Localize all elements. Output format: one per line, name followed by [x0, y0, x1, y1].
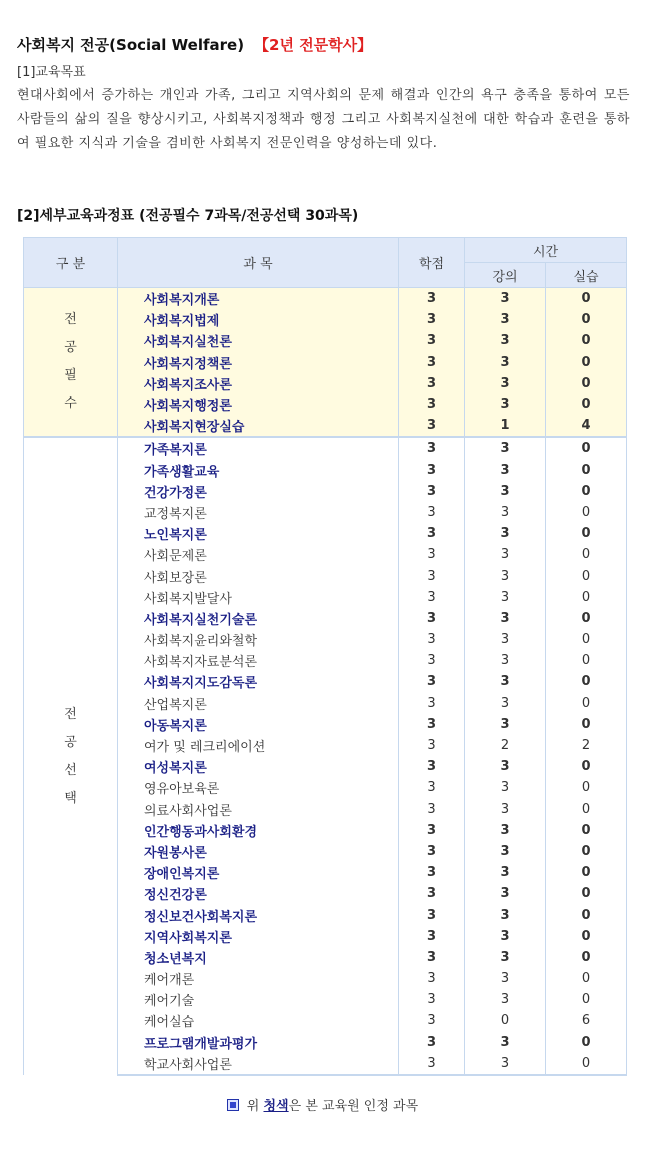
credit-cell: 3 — [399, 587, 465, 608]
subject-cell: 사회복지법제 — [118, 309, 399, 330]
subject-cell: 청소년복지 — [118, 947, 399, 968]
practice-hours-cell: 0 — [546, 565, 627, 586]
lecture-hours-cell: 3 — [465, 394, 546, 415]
page-title — [17, 34, 372, 55]
subject-cell: 여가 및 레크리에이션 — [118, 735, 399, 756]
subject-cell: 케어개론 — [118, 968, 399, 989]
header-lecture: 강의 — [465, 263, 546, 288]
practice-hours-cell: 0 — [546, 544, 627, 565]
header-category: 구 분 — [24, 238, 118, 288]
lecture-hours-cell: 3 — [465, 777, 546, 798]
subject-cell: 노인복지론 — [118, 523, 399, 544]
subject-cell: 사회복지윤리와철학 — [118, 629, 399, 650]
legend-note — [0, 1095, 645, 1114]
header-time: 시간 — [465, 238, 627, 263]
subject-cell: 사회문제론 — [118, 544, 399, 565]
required-group-label — [24, 288, 118, 438]
lecture-hours-cell: 3 — [465, 352, 546, 373]
credit-cell: 3 — [399, 608, 465, 629]
curriculum-table — [23, 237, 627, 1076]
note-highlight: 청색 — [263, 1099, 289, 1114]
subject-cell: 사회복지발달사 — [118, 587, 399, 608]
credit-cell: 3 — [399, 714, 465, 735]
practice-hours-cell: 0 — [546, 777, 627, 798]
practice-hours-cell: 0 — [546, 394, 627, 415]
table-row — [24, 288, 627, 310]
practice-hours-cell: 0 — [546, 523, 627, 544]
lecture-hours-cell: 3 — [465, 989, 546, 1010]
subject-cell: 아동복지론 — [118, 714, 399, 735]
subject-cell: 사회복지현장실습 — [118, 415, 399, 437]
subject-cell: 건강가정론 — [118, 481, 399, 502]
credit-cell: 3 — [399, 309, 465, 330]
practice-hours-cell: 0 — [546, 481, 627, 502]
credit-cell: 3 — [399, 288, 465, 310]
lecture-hours-cell: 3 — [465, 756, 546, 777]
subject-cell: 영유아보육론 — [118, 777, 399, 798]
lecture-hours-cell: 3 — [465, 629, 546, 650]
subject-cell: 자원봉사론 — [118, 841, 399, 862]
lecture-hours-cell: 3 — [465, 820, 546, 841]
lecture-hours-cell: 3 — [465, 650, 546, 671]
lecture-hours-cell: 3 — [465, 671, 546, 692]
practice-hours-cell: 0 — [546, 352, 627, 373]
lecture-hours-cell: 3 — [465, 693, 546, 714]
subject-cell: 사회복지자료분석론 — [118, 650, 399, 671]
note-prefix: 위 — [246, 1099, 260, 1114]
lecture-hours-cell: 3 — [465, 481, 546, 502]
subject-cell: 장애인복지론 — [118, 862, 399, 883]
credit-cell: 3 — [399, 756, 465, 777]
lecture-hours-cell: 3 — [465, 544, 546, 565]
credit-cell: 3 — [399, 926, 465, 947]
title-text: 사회복지 전공(Social Welfare) — [17, 36, 245, 54]
lecture-hours-cell: 3 — [465, 1032, 546, 1053]
practice-hours-cell: 6 — [546, 1010, 627, 1031]
subject-cell: 사회복지실천론 — [118, 330, 399, 351]
lecture-hours-cell: 3 — [465, 883, 546, 904]
credit-cell: 3 — [399, 777, 465, 798]
credit-cell: 3 — [399, 394, 465, 415]
practice-hours-cell: 0 — [546, 862, 627, 883]
credit-cell: 3 — [399, 373, 465, 394]
lecture-hours-cell: 3 — [465, 523, 546, 544]
elective-group-label — [24, 437, 118, 1075]
subject-cell: 인간행동과사회환경 — [118, 820, 399, 841]
credit-cell: 3 — [399, 1010, 465, 1031]
lecture-hours-cell: 3 — [465, 841, 546, 862]
lecture-hours-cell: 3 — [465, 862, 546, 883]
subject-cell: 가족복지론 — [118, 437, 399, 459]
practice-hours-cell: 0 — [546, 947, 627, 968]
credit-cell: 3 — [399, 1053, 465, 1075]
lecture-hours-cell: 3 — [465, 799, 546, 820]
lecture-hours-cell: 3 — [465, 565, 546, 586]
lecture-hours-cell: 3 — [465, 714, 546, 735]
credit-cell: 3 — [399, 904, 465, 925]
subject-cell: 케어실습 — [118, 1010, 399, 1031]
subject-cell: 정신보건사회복지론 — [118, 904, 399, 925]
lecture-hours-cell: 3 — [465, 460, 546, 481]
subject-cell: 정신건강론 — [118, 883, 399, 904]
subject-cell: 사회복지실천기술론 — [118, 608, 399, 629]
practice-hours-cell: 0 — [546, 1032, 627, 1053]
subject-cell: 교정복지론 — [118, 502, 399, 523]
lecture-hours-cell: 0 — [465, 1010, 546, 1031]
credit-cell: 3 — [399, 820, 465, 841]
subject-cell: 사회보장론 — [118, 565, 399, 586]
practice-hours-cell: 0 — [546, 373, 627, 394]
goal-paragraph: 현대사회에서 증가하는 개인과 가족, 그리고 지역사회의 문제 해결과 인간의 욕구 충족을 통하여 모든 사람들의 삶의 질을 향상시키고, 사회복지정책과 행정 그리고 사회복지실천에 대한 학습과 훈련을 통하여 필요한 지식과 기술을 겸비한 사회복지 전문인력을 양성하는데 있다. — [17, 88, 630, 151]
credit-cell: 3 — [399, 862, 465, 883]
degree-badge: 【2년 전문학사】 — [254, 36, 373, 54]
credit-cell: 3 — [399, 947, 465, 968]
practice-hours-cell: 0 — [546, 330, 627, 351]
group-label-text: 전공필수 — [64, 312, 77, 412]
credit-cell: 3 — [399, 352, 465, 373]
lecture-hours-cell: 3 — [465, 373, 546, 394]
practice-hours-cell: 0 — [546, 756, 627, 777]
practice-hours-cell: 0 — [546, 799, 627, 820]
credit-cell: 3 — [399, 460, 465, 481]
lecture-hours-cell: 2 — [465, 735, 546, 756]
subject-cell: 지역사회복지론 — [118, 926, 399, 947]
credit-cell: 3 — [399, 693, 465, 714]
square-bullet-icon — [227, 1099, 239, 1111]
subject-cell: 프로그램개발과평가 — [118, 1032, 399, 1053]
credit-cell: 3 — [399, 481, 465, 502]
practice-hours-cell: 0 — [546, 650, 627, 671]
lecture-hours-cell: 1 — [465, 415, 546, 437]
subject-cell: 케어기술 — [118, 989, 399, 1010]
practice-hours-cell: 0 — [546, 904, 627, 925]
subject-cell: 사회복지지도감독론 — [118, 671, 399, 692]
lecture-hours-cell: 3 — [465, 947, 546, 968]
subject-cell: 사회복지정책론 — [118, 352, 399, 373]
table-row — [24, 437, 627, 459]
practice-hours-cell: 0 — [546, 693, 627, 714]
practice-hours-cell: 0 — [546, 608, 627, 629]
subject-cell: 사회복지조사론 — [118, 373, 399, 394]
lecture-hours-cell: 3 — [465, 587, 546, 608]
subject-cell: 산업복지론 — [118, 693, 399, 714]
practice-hours-cell: 0 — [546, 820, 627, 841]
practice-hours-cell: 0 — [546, 671, 627, 692]
subject-cell: 가족생활교육 — [118, 460, 399, 481]
group-label-text: 전공선택 — [64, 706, 77, 806]
credit-cell: 3 — [399, 883, 465, 904]
lecture-hours-cell: 3 — [465, 926, 546, 947]
credit-cell: 3 — [399, 650, 465, 671]
subject-cell: 사회복지행정론 — [118, 394, 399, 415]
header-practice: 실습 — [546, 263, 627, 288]
credit-cell: 3 — [399, 989, 465, 1010]
practice-hours-cell: 4 — [546, 415, 627, 437]
elective-group — [24, 437, 627, 1075]
practice-hours-cell: 0 — [546, 883, 627, 904]
credit-cell: 3 — [399, 523, 465, 544]
practice-hours-cell: 0 — [546, 587, 627, 608]
practice-hours-cell: 0 — [546, 841, 627, 862]
header-credit: 학점 — [399, 238, 465, 288]
credit-cell: 3 — [399, 841, 465, 862]
lecture-hours-cell: 3 — [465, 608, 546, 629]
credit-cell: 3 — [399, 799, 465, 820]
practice-hours-cell: 2 — [546, 735, 627, 756]
practice-hours-cell: 0 — [546, 714, 627, 735]
credit-cell: 3 — [399, 1032, 465, 1053]
note-suffix: 은 본 교육원 인정 과목 — [288, 1099, 419, 1114]
credit-cell: 3 — [399, 544, 465, 565]
lecture-hours-cell: 3 — [465, 904, 546, 925]
lecture-hours-cell: 3 — [465, 330, 546, 351]
practice-hours-cell: 0 — [546, 288, 627, 310]
practice-hours-cell: 0 — [546, 1053, 627, 1075]
credit-cell: 3 — [399, 735, 465, 756]
curriculum-heading: [2]세부교육과정표 (전공필수 7과목/전공선택 30과목) — [17, 208, 359, 224]
practice-hours-cell: 0 — [546, 968, 627, 989]
credit-cell: 3 — [399, 415, 465, 437]
practice-hours-cell: 0 — [546, 437, 627, 459]
subject-cell: 여성복지론 — [118, 756, 399, 777]
lecture-hours-cell: 3 — [465, 437, 546, 459]
credit-cell: 3 — [399, 565, 465, 586]
practice-hours-cell: 0 — [546, 989, 627, 1010]
subject-cell: 의료사회사업론 — [118, 799, 399, 820]
practice-hours-cell: 0 — [546, 926, 627, 947]
goal-heading: [1]교육목표 — [17, 65, 86, 80]
lecture-hours-cell: 3 — [465, 1053, 546, 1075]
credit-cell: 3 — [399, 968, 465, 989]
lecture-hours-cell: 3 — [465, 288, 546, 310]
subject-cell: 학교사회사업론 — [118, 1053, 399, 1075]
practice-hours-cell: 0 — [546, 502, 627, 523]
practice-hours-cell: 0 — [546, 309, 627, 330]
practice-hours-cell: 0 — [546, 629, 627, 650]
subject-cell: 사회복지개론 — [118, 288, 399, 310]
credit-cell: 3 — [399, 671, 465, 692]
lecture-hours-cell: 3 — [465, 309, 546, 330]
required-group — [24, 288, 627, 438]
credit-cell: 3 — [399, 437, 465, 459]
lecture-hours-cell: 3 — [465, 968, 546, 989]
lecture-hours-cell: 3 — [465, 502, 546, 523]
credit-cell: 3 — [399, 629, 465, 650]
header-subject: 과 목 — [118, 238, 399, 288]
credit-cell: 3 — [399, 502, 465, 523]
credit-cell: 3 — [399, 330, 465, 351]
practice-hours-cell: 0 — [546, 460, 627, 481]
